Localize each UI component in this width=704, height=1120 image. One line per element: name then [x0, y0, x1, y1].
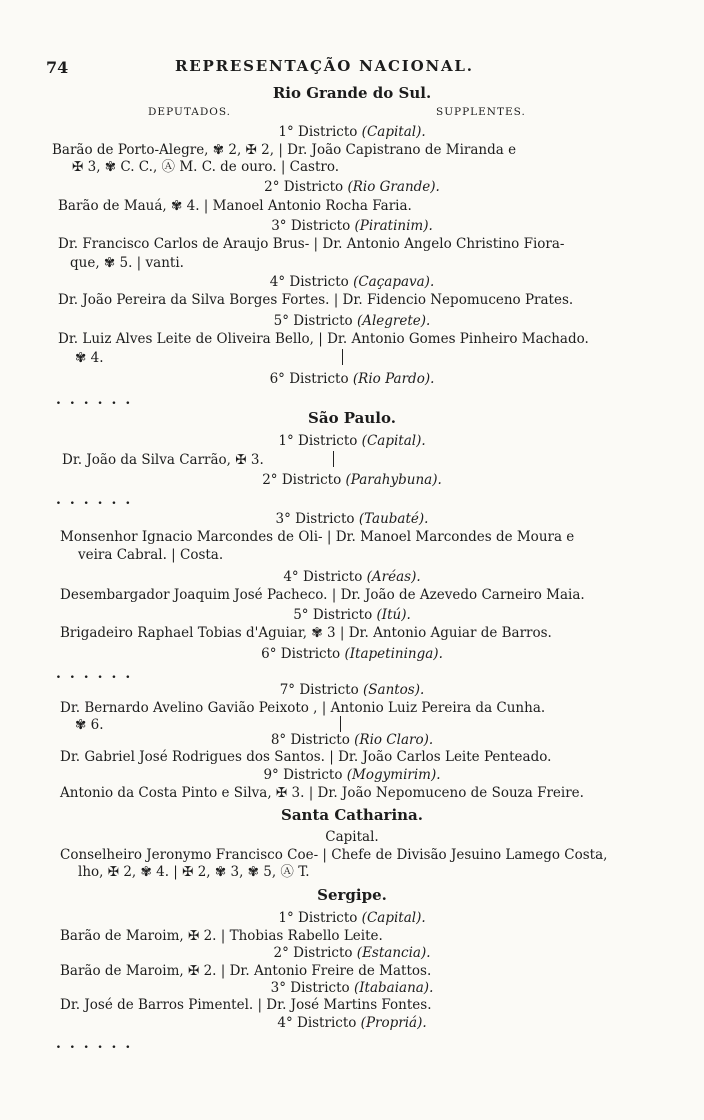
entry-line: lho, ✠ 2, ✾ 4. | ✠ 2, ✾ 3, ✾ 5, Ⓐ T.	[78, 864, 310, 880]
entry-line: Dr. Gabriel José Rodrigues dos Santos. | Dr. João Carlos Leite Penteado.	[60, 749, 552, 765]
entry-line: que, ✾ 5. | vanti.	[70, 255, 184, 271]
entry-line: Conselheiro Jeronymo Francisco Coe- | Chefe de Divisão Jesuino Lamego Costa,	[60, 847, 608, 863]
section-title-rio-grande-do-sul: Rio Grande do Sul.	[272, 84, 432, 102]
district-heading: Capital.	[325, 829, 379, 845]
district-heading: 1° Districto (Capital).	[278, 910, 426, 926]
section-title-sergipe: Sergipe.	[317, 886, 387, 904]
entry-line: Barão de Maroim, ✠ 2. | Dr. Antonio Freire de Mattos.	[60, 963, 432, 979]
district-heading: 1° Districto (Capital).	[278, 124, 426, 140]
entry-line: Dr. Francisco Carlos de Araujo Brus- | Dr. Antonio Angelo Christino Fiora-	[58, 236, 565, 252]
district-heading: 1° Districto (Capital).	[278, 433, 426, 449]
entry-line: Dr. Bernardo Avelino Gavião Peixoto , | Antonio Luiz Pereira da Cunha.	[60, 700, 546, 716]
entry-line: Dr. José de Barros Pimentel. | Dr. José Martins Fontes.	[60, 997, 432, 1013]
entry-line: ✠ 3, ✾ C. C., Ⓐ M. C. de ouro. | Castro.	[72, 159, 340, 175]
entry-line: veira Cabral. | Costa.	[78, 547, 224, 563]
entry-line: Monsenhor Ignacio Marcondes de Oli- | Dr. Manoel Marcondes de Moura e	[60, 529, 575, 545]
entry-line: Dr. João da Silva Carrão, ✠ 3.	[62, 452, 264, 468]
entry-line: Barão de Mauá, ✾ 4. | Manoel Antonio Rocha Faria.	[58, 198, 412, 214]
district-heading: 4° Districto (Propriá).	[277, 1015, 427, 1031]
entry-line: Dr. João Pereira da Silva Borges Fortes. | Dr. Fidencio Nepomuceno Prates.	[58, 292, 574, 308]
column-header-deputados: DEPUTADOS.	[148, 106, 232, 118]
entry-line: Dr. Luiz Alves Leite de Oliveira Bello, | Dr. Antonio Gomes Pinheiro Machado.	[58, 331, 589, 347]
running-title: REPRESENTAÇÃO NACIONAL.	[175, 57, 474, 75]
district-heading: 9° Districto (Mogymirim).	[263, 767, 441, 783]
district-heading: 6° Districto (Itapetininga).	[261, 646, 443, 662]
ellipsis-dots: ......	[56, 1036, 140, 1052]
district-heading: 4° Districto (Caçapava).	[269, 274, 435, 290]
district-heading: 4° Districto (Aréas).	[283, 569, 421, 585]
district-heading: 7° Districto (Santos).	[279, 682, 425, 698]
district-heading: 2° Districto (Parahybuna).	[262, 472, 442, 488]
district-heading: 5° Districto (Itú).	[293, 607, 411, 623]
district-heading: 3° Districto (Itabaiana).	[270, 980, 434, 996]
entry-line: Antonio da Costa Pinto e Silva, ✠ 3. | Dr. João Nepomuceno de Souza Freire.	[60, 785, 584, 801]
column-header-supplentes: SUPPLENTES.	[436, 106, 526, 118]
ellipsis-dots: ......	[56, 392, 140, 408]
ellipsis-dots: ......	[56, 666, 140, 682]
entry-line: Barão de Porto-Alegre, ✾ 2, ✠ 2, | Dr. João Capistrano de Miranda e	[52, 142, 517, 158]
entry-line: ✾ 4.	[75, 350, 104, 366]
district-heading: 3° Districto (Taubaté).	[275, 511, 429, 527]
entry-line: ✾ 6.	[75, 717, 104, 733]
column-rule	[340, 716, 341, 732]
column-rule	[342, 349, 343, 365]
section-title-sao-paulo: São Paulo.	[308, 409, 396, 427]
district-heading: 3° Districto (Piratinim).	[271, 218, 433, 234]
district-heading: 6° Districto (Rio Pardo).	[269, 371, 435, 387]
entry-line: Brigadeiro Raphael Tobias d'Aguiar, ✾ 3 | Dr. Antonio Aguiar de Barros.	[60, 625, 552, 641]
entry-line: Barão de Maroim, ✠ 2. | Thobias Rabello Leite.	[60, 928, 383, 944]
district-heading: 5° Districto (Alegrete).	[273, 313, 431, 329]
district-heading: 2° Districto (Rio Grande).	[264, 179, 440, 195]
page-number: 74	[46, 58, 69, 77]
district-heading: 2° Districto (Estancia).	[273, 945, 431, 961]
district-heading: 8° Districto (Rio Claro).	[270, 732, 434, 748]
section-title-santa-catharina: Santa Catharina.	[281, 806, 423, 824]
column-rule	[333, 451, 334, 467]
entry-line: Desembargador Joaquim José Pacheco. | Dr. João de Azevedo Carneiro Maia.	[60, 587, 585, 603]
ellipsis-dots: ......	[56, 492, 140, 508]
